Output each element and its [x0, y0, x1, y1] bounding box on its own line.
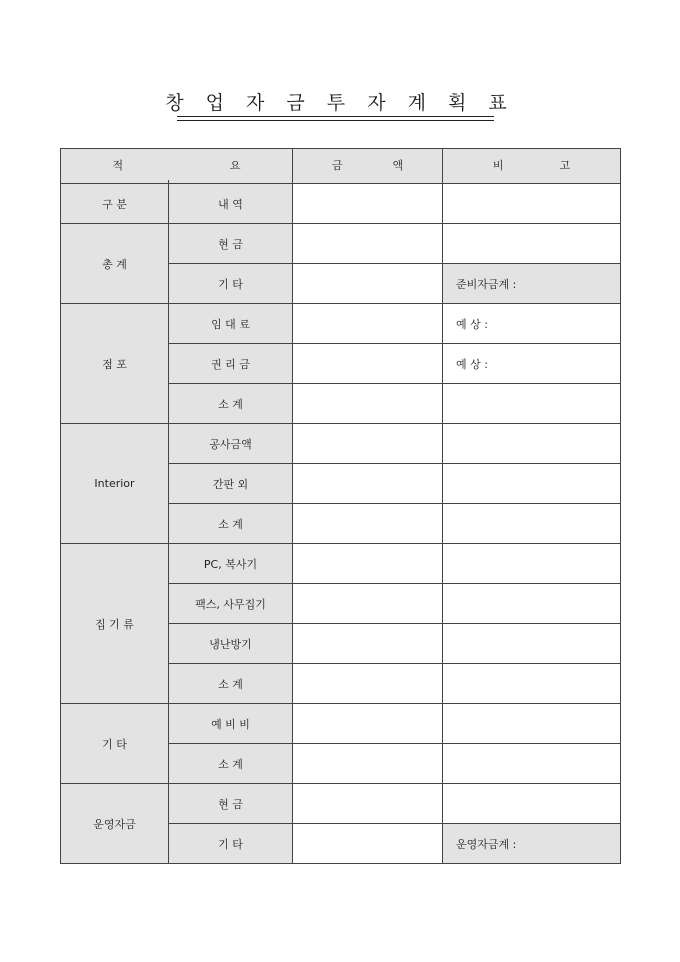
amount-cell[interactable] [293, 344, 443, 384]
investment-plan-table [60, 148, 621, 864]
remarks-cell[interactable] [443, 464, 621, 504]
header-remarks [443, 149, 621, 181]
amount-cell[interactable] [293, 304, 443, 344]
table-row [61, 784, 621, 824]
item-fax: 팩스, 사무집기 [169, 584, 293, 624]
table-row [61, 184, 621, 224]
item-gita: 기 타 [169, 264, 293, 304]
header-aek: 액 [392, 158, 404, 172]
item-gita: 기 타 [169, 824, 293, 864]
table-row [61, 544, 621, 584]
header-amount [293, 149, 443, 181]
table-row [61, 224, 621, 264]
remarks-cell[interactable] [443, 584, 621, 624]
remarks-cell[interactable] [443, 664, 621, 704]
category-jipgiryu: 집 기 류 [61, 544, 169, 704]
remarks-cell[interactable] [443, 744, 621, 784]
amount-cell[interactable] [293, 704, 443, 744]
amount-cell[interactable] [293, 584, 443, 624]
amount-cell[interactable] [293, 664, 443, 704]
amount-cell[interactable] [293, 624, 443, 664]
header-yo: 요 [229, 158, 241, 172]
remarks-gwonrigeum-estimate: 예 상 : [443, 344, 621, 384]
category-gubun: 구 분 [61, 184, 169, 224]
item-sogye: 소 계 [169, 384, 293, 424]
item-imdaeryo: 임 대 료 [169, 304, 293, 344]
remarks-cell[interactable] [443, 544, 621, 584]
amount-cell[interactable] [293, 824, 443, 864]
remarks-cell[interactable] [443, 384, 621, 424]
table-row [61, 704, 621, 744]
amount-cell[interactable] [293, 504, 443, 544]
item-hyeongeum: 현 금 [169, 224, 293, 264]
title-underline-bottom [177, 120, 494, 121]
amount-cell[interactable] [293, 544, 443, 584]
category-unyeong: 운영자금 [61, 784, 169, 864]
item-naengnan: 냉난방기 [169, 624, 293, 664]
item-pc: PC, 복사기 [169, 544, 293, 584]
amount-cell[interactable] [293, 184, 443, 224]
remarks-cell[interactable] [443, 184, 621, 224]
item-naeyeok: 내 역 [169, 184, 293, 224]
category-interior: Interior [61, 424, 169, 544]
header-jeokyo [61, 149, 293, 181]
category-gita: 기 타 [61, 704, 169, 784]
remarks-cell[interactable] [443, 784, 621, 824]
item-sogye: 소 계 [169, 664, 293, 704]
remarks-unyeong-total: 운영자금계 : [443, 824, 621, 864]
amount-cell[interactable] [293, 784, 443, 824]
amount-cell[interactable] [293, 464, 443, 504]
remarks-junbi-total: 준비자금계 : [443, 264, 621, 304]
amount-cell[interactable] [293, 744, 443, 784]
page-title: 창 업 자 금 투 자 계 획 표 [165, 92, 515, 114]
remarks-cell[interactable] [443, 224, 621, 264]
category-chonggye: 총 계 [61, 224, 169, 304]
item-yebibi: 예 비 비 [169, 704, 293, 744]
item-ganpan: 간판 외 [169, 464, 293, 504]
table-row [61, 424, 621, 464]
header-row [61, 149, 621, 181]
remarks-cell[interactable] [443, 704, 621, 744]
remarks-cell[interactable] [443, 624, 621, 664]
header-bi: 비 [492, 158, 504, 172]
item-gwonrigeum: 권 리 금 [169, 344, 293, 384]
remarks-imdaeryo-estimate: 예 상 : [443, 304, 621, 344]
amount-cell[interactable] [293, 224, 443, 264]
item-gongsa: 공사금액 [169, 424, 293, 464]
header-jeok: 적 [112, 158, 124, 172]
amount-cell[interactable] [293, 264, 443, 304]
table-row [61, 304, 621, 344]
remarks-cell[interactable] [443, 504, 621, 544]
header-go: 고 [559, 158, 571, 172]
amount-cell[interactable] [293, 384, 443, 424]
item-sogye: 소 계 [169, 504, 293, 544]
item-hyeongeum: 현 금 [169, 784, 293, 824]
category-jeompo: 점 포 [61, 304, 169, 424]
header-geum: 금 [331, 158, 343, 172]
item-sogye: 소 계 [169, 744, 293, 784]
remarks-cell[interactable] [443, 424, 621, 464]
amount-cell[interactable] [293, 424, 443, 464]
title-underline-top [177, 116, 494, 117]
